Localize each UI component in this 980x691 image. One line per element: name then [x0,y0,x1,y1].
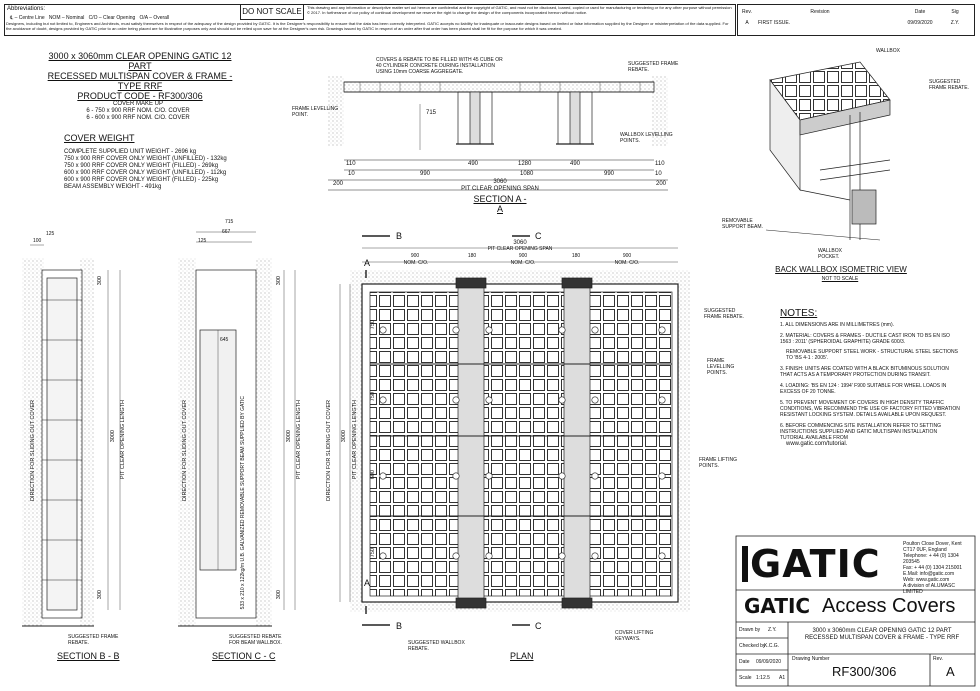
plan-nom-co-a: NOM. C/O. [403,260,429,266]
dim-overall: 3060 [493,179,507,185]
note-item: 4. LOADING: 'BS EN 124 : 1994' F900 SUITABLE FOR WHEEL LOADS IN EXCESS OF 20 TONNE. [780,383,947,395]
dim-row1-a: 110 [346,161,356,167]
bb-direction: DIRECTION FOR SLIDING OUT COVER [30,400,36,502]
plan-marker-b-top: B [396,231,403,241]
plan-dim-900-c: 900 [622,253,632,259]
note-item: 3. FINISH: UNITS ARE COATED WITH A BLACK BITUMINOUS SOLUTION THAT ACTS AS A TEMPORARY PROTECTION DURING TRANSIT. [780,366,949,378]
isometric-subtitle: NOT TO SCALE [821,276,859,282]
plan-drawing [340,236,690,625]
company-logo: GATIC [750,542,881,586]
brand-tagline: Access Covers [822,595,956,617]
cc-dim-645: 645 [220,337,229,343]
section-cc-drawing [178,232,295,626]
plan-dim-overall: 3060 [513,240,527,246]
plan-marker-c-bottom: C [535,621,542,631]
section-bb-title: SECTION B - B [57,651,120,661]
dim-row1-b: 490 [468,161,479,167]
drawn-by-value: Z.Y. [768,627,777,633]
plan-dim-180-a: 180 [467,253,477,259]
cc-dim-667: 667 [222,229,231,235]
rev-row-revision: FIRST ISSUE. [758,20,791,26]
bb-dim-right-top: 300 [97,276,103,286]
dim-row1-d: 490 [570,161,581,167]
cover-weight-item: 750 x 900 RRF COVER ONLY WEIGHT (UNFILLED) - 132kg [64,156,227,162]
scale-label: Scale [739,675,752,681]
plan-nom-co-b: NOM. C/O. [510,260,536,266]
note-item: 6. BEFORE COMMENCING SITE INSTALLATION REFER TO SETTING INSTRUCTIONS SUPPLIED AND GATIC MULTISPAN INSTALLATION TUTORIAL AVAILABLE FROM [780,423,942,441]
note-link[interactable]: www.gatic.com/tutorial. [786,441,848,447]
sig-col-header: Sig [951,9,959,15]
cc-dim-715: 715 [225,219,234,225]
dim-left: 200 [333,181,344,187]
plan-side-dim-2: 750 [370,392,376,402]
cc-callout-rebate: SUGGESTED REBATE FOR BEAM WALLBOX. [229,634,282,646]
cover-weight-item: BEAM ASSEMBLY WEIGHT - 491kg [64,184,162,190]
disclaimer-confidential: This drawing and any information or descriptive matter set out hereon are confidential and the copyright of GATIC, and must not be disclosed, loaned, copied or used for manufacturing or tendering or for any other purpose without permission © 2017. In furtherance of our policy of continual development we reserve the right to change the design of the components incorporated hereon without notice. [307,5,732,15]
revision-col-header: Revision [810,9,830,15]
iso-callout-pocket: WALLBOX POCKET. [818,248,842,260]
do-not-scale-box: DO NOT SCALE [240,4,304,20]
dim-row2-b: 990 [420,171,431,177]
rev-value: A [946,664,955,679]
plan-side-dim-3: 600 [370,470,376,480]
title-line: RECESSED MULTISPAN COVER & FRAME - TYPE RRF [804,635,960,641]
product-title-line2: RECESSED MULTISPAN COVER & FRAME - TYPE RRF [47,71,233,91]
cover-make-up-title: COVER MAKE UP [112,101,163,107]
bb-dim-length: 3000 [110,430,116,443]
disclaimer-designers: Designers, including but not limited to, Engineers and Architects, must satisfy themselves in respect of the adequacy of the design provided by GATIC. It is the Designer's responsibility to ensure that the data has been correctly interpreted. GATIC accepts no liability for inadequate or inaccurate designs based on limited or false information supplied by the Designer or misinterpretation of the data supplied. For the avoidance of doubt, designs provided by GATIC prior to an order being placed are for illustrative purposes only and should not be relied upon save for at the Designer's own risk. Drawings issued by GATIC in respect of an order after that order has been placed shall be fit for the purpose for which it was created. [6,21,729,31]
isometric-title: BACK WALLBOX ISOMETRIC VIEW [775,265,907,274]
plan-dim-180-b: 180 [571,253,581,259]
plan-side-dim-4: 750 [370,548,376,558]
address-line: CT17 0UF, England [903,547,947,553]
plan-marker-c-top: C [535,231,542,241]
cover-weight-item: 750 x 900 RRF COVER ONLY WEIGHT (FILLED) - 269kg [64,163,219,169]
bb-dim-label: PIT CLEAR OPENING LENGTH [120,400,126,480]
section-bb-drawing [22,245,120,626]
abbreviations-list: ℄ – Centre Line NOM – Nominal C/O – Clear Opening O/A – Overall [10,15,170,21]
bb-dim-right-bottom: 300 [97,590,103,600]
sheet-size: A1 [779,675,786,681]
dim-span: PIT CLEAR OPENING SPAN [461,186,539,192]
notes-title: NOTES: [780,308,818,319]
address-line: Poulton Close Dover, Kent [903,541,962,547]
section-aa-title: SECTION A - A [473,194,527,214]
plan-direction: DIRECTION FOR SLIDING OUT COVER [326,400,332,502]
plan-callout-lifting: FRAME LIFTING POINTS. [699,457,738,469]
cover-weight-item: 600 x 900 RRF COVER ONLY WEIGHT (FILLED) - 225kg [64,177,219,183]
bb-dim-125: 125 [46,231,55,237]
section-aa-drawing [328,76,668,190]
cc-dim-125: 125 [198,238,207,244]
bb-callout-rebate: SUGGESTED FRAME REBATE. [68,634,119,646]
cover-weight-title: COVER WEIGHT [64,133,135,143]
cc-dim-length: 3000 [286,430,292,443]
product-title-line1: 3000 x 3060mm CLEAR OPENING GATIC 12 PART [48,51,232,71]
cc-direction: DIRECTION FOR SLIDING OUT COVER [182,400,188,502]
plan-dim-length: 3000 [341,430,347,443]
address-line: A division of ALUMASC LIMITED [903,583,955,595]
title-block-title [790,628,974,642]
cover-weight-item: COMPLETE SUPPLIED UNIT WEIGHT - 2696 kg [64,149,197,155]
plan-title: PLAN [510,651,534,661]
scale-value: 1:12.5 [756,675,770,681]
plan-marker-a-bottom: A [364,578,371,588]
drawing-number: RF300/306 [832,664,897,679]
brand-small: GATIC [744,594,811,618]
dim-row2-d: 990 [604,171,615,177]
bb-dim-100: 100 [33,238,42,244]
iso-callout-rebate: SUGGESTED FRAME REBATE. [929,79,969,91]
dim-row2-c: 1080 [520,171,534,177]
callout-frame-levelling: FRAME LEVELLING POINT. [292,106,339,118]
address-line: E.Mail: info@gatic.com [903,571,955,577]
dim-row2-e: 10 [655,171,662,177]
dim-row1-c: 1280 [518,161,532,167]
company-address [903,541,975,595]
plan-callout-keyways: COVER LIFTING KEYWAYS. [615,630,654,642]
note-item: 2. MATERIAL: COVERS & FRAMES - DUCTILE CAST IRON TO BS EN ISO 1563 : 2011' (SPHEROIDAL GRAPHITE) GRADE 600/3. [780,333,950,345]
plan-callout-rebate: SUGGESTED FRAME REBATE. [704,308,744,320]
notes-list [780,322,960,447]
drawing-number-label: Drawing Number [792,656,830,662]
note-item: REMOVABLE SUPPORT STEEL WORK - STRUCTURAL STEEL SECTIONS TO 'BS 4-1 : 2005'. [786,349,958,361]
checked-by-value: K.C.G. [764,643,780,649]
plan-dim-length-label: PIT CLEAR OPENING LENGTH [352,400,358,480]
plan-callout-wallbox: SUGGESTED WALLBOX REBATE. [408,640,465,652]
cc-dim-label: PIT CLEAR OPENING LENGTH [296,400,302,480]
iso-callout-beam: REMOVABLE SUPPORT BEAM. [722,218,763,230]
plan-nom-co-c: NOM. C/O. [614,260,640,266]
plan-marker-b-bottom: B [396,621,403,631]
address-line: Fax: + 44 (0) 1304 215001 [903,565,963,571]
dim-height: 715 [426,110,437,116]
plan-side-dim-1: 750 [370,320,376,330]
rev-row-date: 09/09/2020 [907,20,933,26]
isometric-drawing [766,60,896,244]
rev-row-rev: A [745,20,749,26]
title-line: 3000 x 3060mm CLEAR OPENING GATIC 12 PART [812,628,952,634]
cc-dim-right-top: 300 [276,276,282,286]
address-line: Web: www.gatic.com [903,577,950,583]
cc-beam-label: 533 x 210 x 122kg/m U.B. GALVANIZED REMOVABLE SUPPORT BEAM SUPPLIED BY GATIC [240,396,246,610]
rev-label: Rev. [933,656,943,662]
dim-right: 200 [656,181,667,187]
note-item: 1. ALL DIMENSIONS ARE IN MILLIMETRES (mm). [780,322,895,328]
callout-wallbox-levelling: WALLBOX LEVELLING POINTS. [620,132,673,144]
drawn-by-label: Drawn by [739,627,761,633]
checked-by-label: Checked by [739,643,766,649]
rev-col-header: Rev. [742,9,752,15]
plan-marker-a-top: A [364,258,371,268]
address-line: Telephone: + 44 (0) 1304 203545 [903,553,959,565]
note-item: 5. TO PREVENT MOVEMENT OF COVERS IN HIGH DENSITY TRAFFIC CONDITIONS, WE RECOMMEND THE USE OF FACTORY FITTED VIBRATION RESISTANT LOCKING SYSTEM. DETAILS AVAILABLE UPON REQUEST. [780,400,960,418]
cc-dim-right-bottom: 300 [276,590,282,600]
plan-dim-900-b: 900 [518,253,528,259]
dim-row2-a: 10 [348,171,355,177]
callout-frame-rebate: SUGGESTED FRAME REBATE. [628,61,679,73]
gatic-logo-mark [742,546,748,582]
section-cc-title: SECTION C - C [212,651,276,661]
callout-concrete-fill: COVERS & REBATE TO BE FILLED WITH 45 CUBE OR 40 CYLINDER CONCRETE DURING INSTALLATION USING 10mm COARSE AGGREGATE. [376,57,503,75]
date-col-header: Date [914,9,926,15]
cover-make-up-item: 6 - 750 x 900 RRF NOM. C/O. COVER [86,108,190,114]
plan-dim-span: PIT CLEAR OPENING SPAN [487,246,553,252]
iso-callout-wallbox: WALLBOX [876,48,900,54]
plan-callout-levelling: FRAME LEVELLING POINTS. [707,358,735,376]
product-code: PRODUCT CODE - RF300/306 [77,91,203,101]
cover-weight-item: 600 x 900 RRF COVER ONLY WEIGHT (UNFILLED) - 112kg [64,170,227,176]
cover-make-up-item: 6 - 600 x 900 RRF NOM. C/O. COVER [86,115,190,121]
dim-row1-e: 110 [655,161,665,167]
date-value: 09/09/2020 [756,659,782,665]
plan-dim-900-a: 900 [410,253,420,259]
date-label: Date [739,659,750,665]
abbreviations-title: Abbreviations: [7,6,46,12]
rev-row-sig: Z.Y. [950,20,960,26]
